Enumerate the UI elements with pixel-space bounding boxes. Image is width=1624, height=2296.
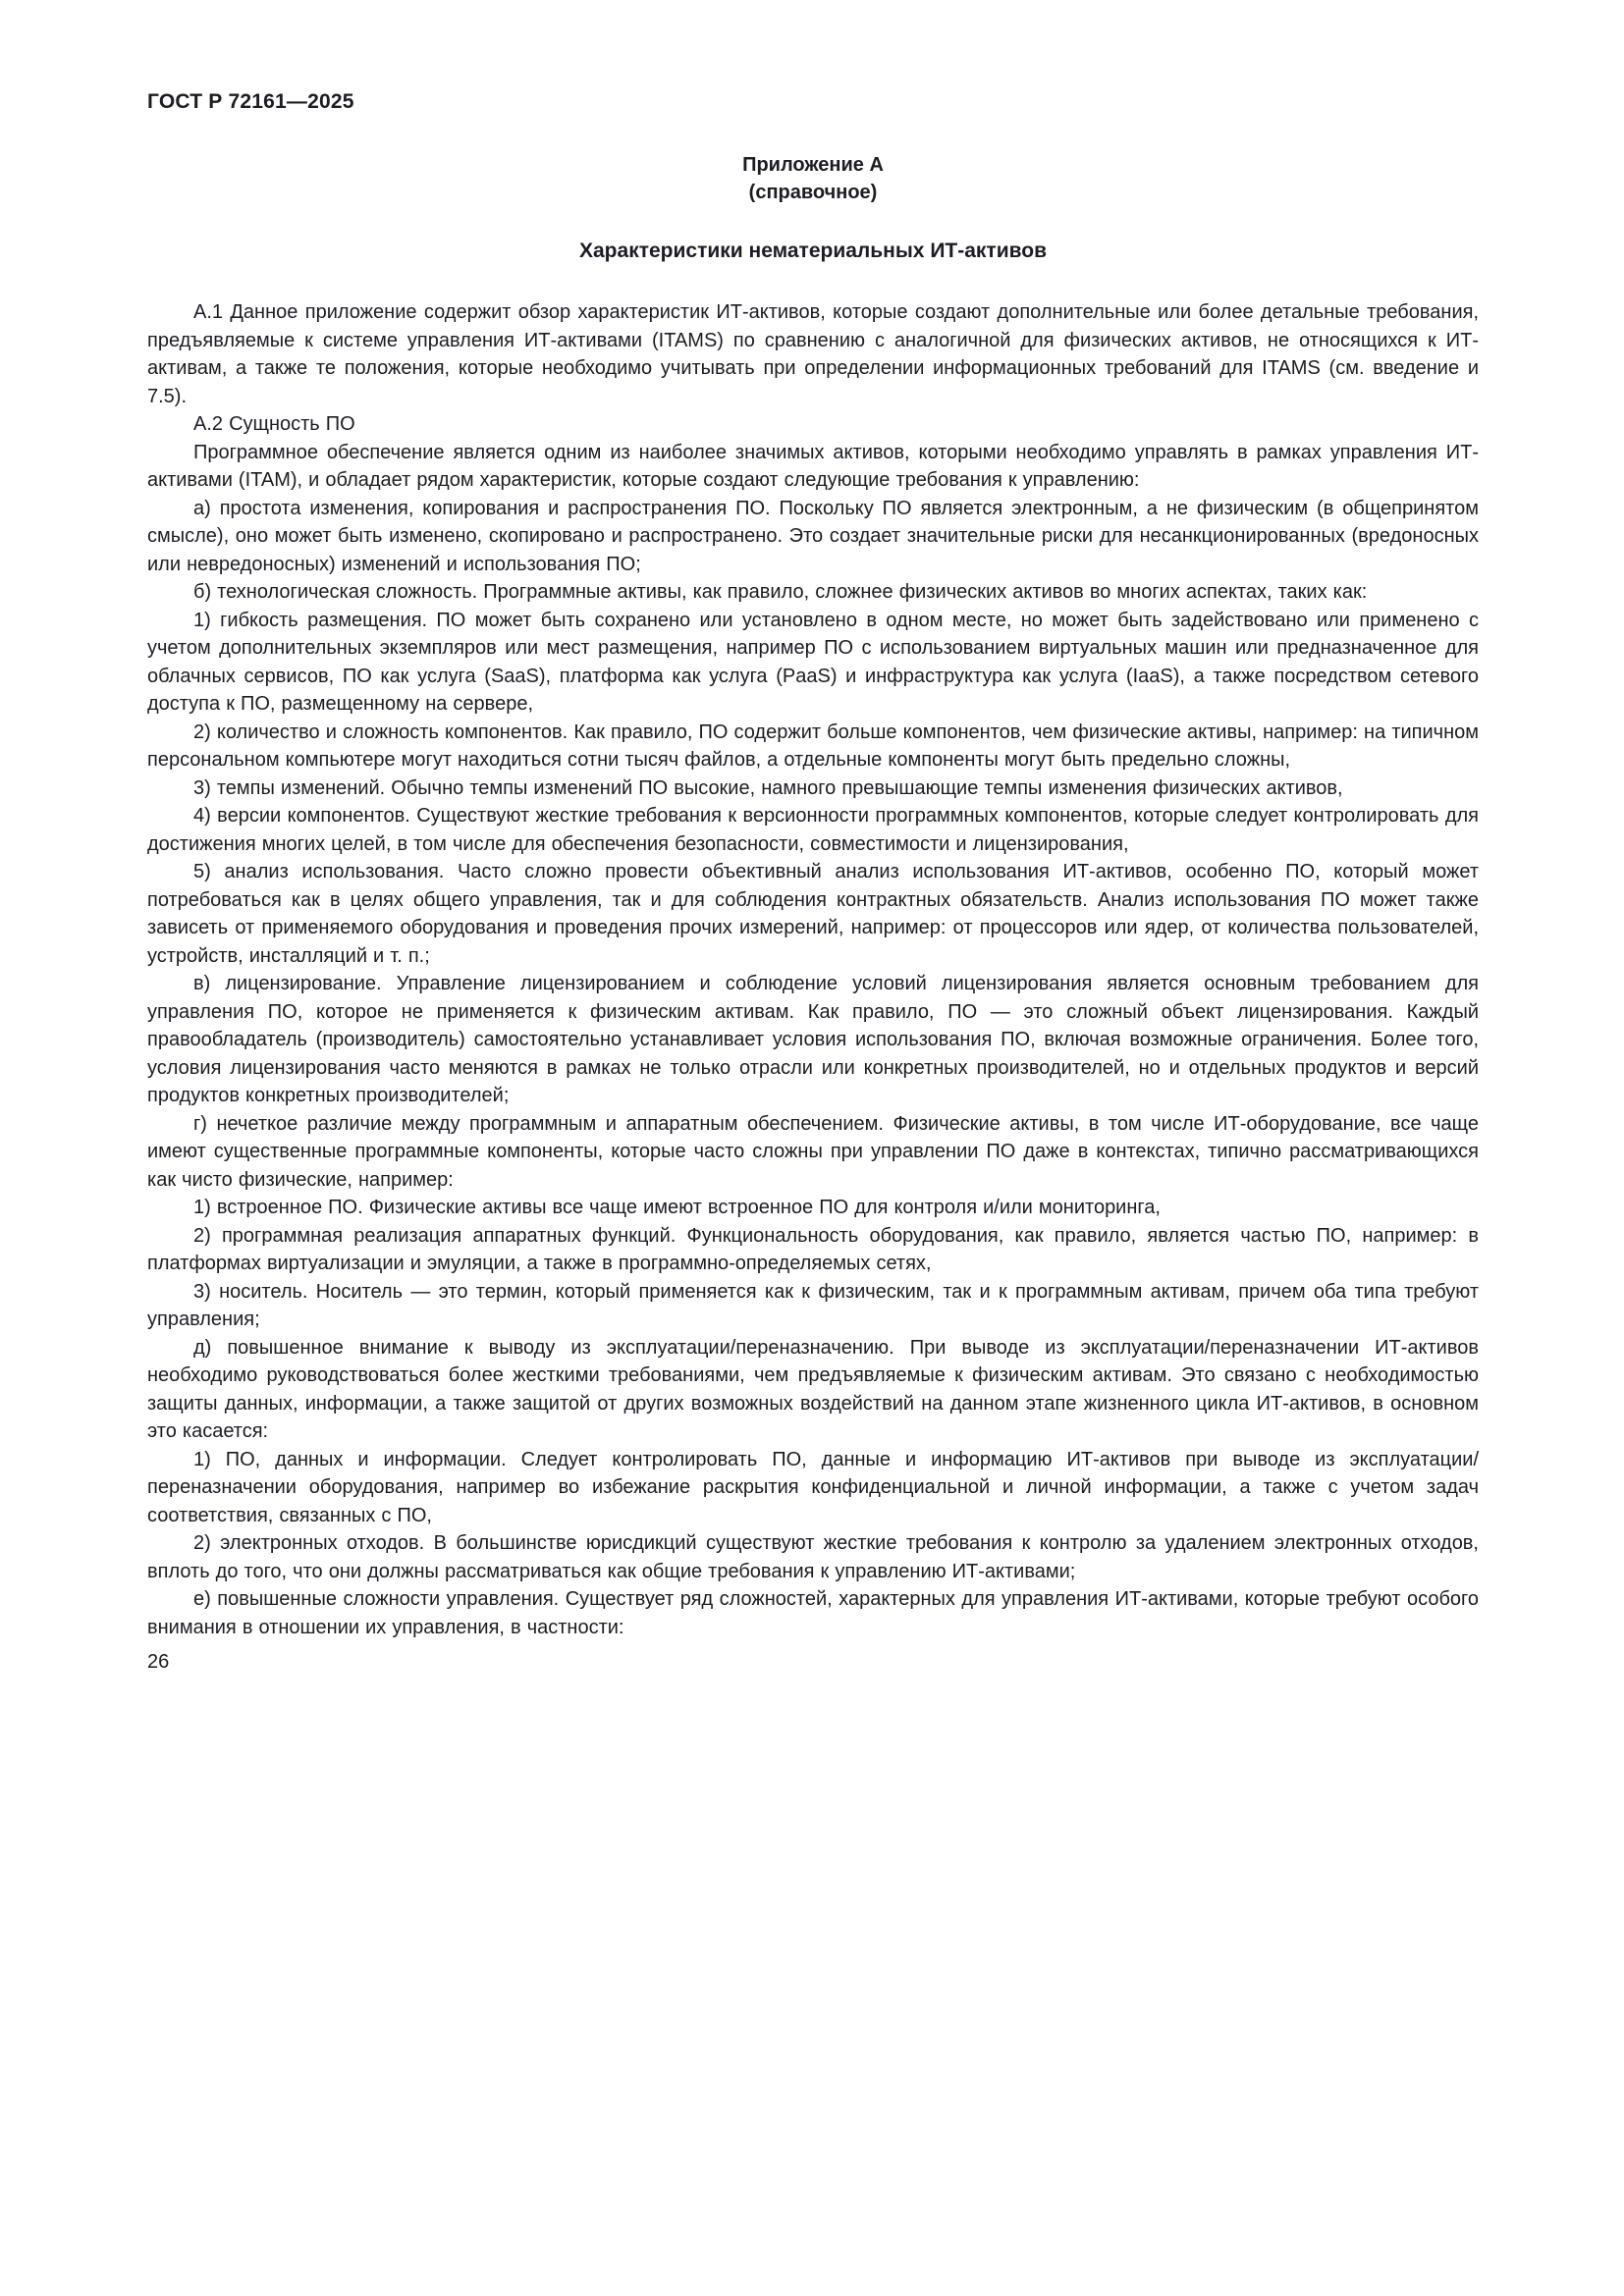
paragraph-item-g1: 1) встроенное ПО. Физические активы все чаще имеют встроенное ПО для контроля и/или мониторинга,: [193, 1197, 1161, 1218]
paragraph-item-d2: 2) электронных отходов. В большинстве юрисдикций существуют жесткие требования к контролю за удалением электронных отходов, вплоть до того, что они должны рассматриваться как общие требования к управлению ИТ-активами;: [147, 1532, 1479, 1582]
paragraph-item-b: б) технологическая сложность. Программные активы, как правило, сложнее физических активов во многих аспектах, таких как:: [193, 581, 1368, 603]
paragraph-item-b4: 4) версии компонентов. Существуют жесткие требования к версионности программных компонентов, которые следует контролировать для достижения многих целей, в том числе для обеспечения безопасности, совместимости и лицензирования,: [147, 805, 1479, 855]
paragraph-item-d: д) повышенное внимание к выводу из эксплуатации/переназначению. При выводе из эксплуатации/переназначении ИТ-активов необходимо руководствоваться более жесткими требованиями, чем предъявляемые к физическим активам. Это связано с необходимостью защиты данных, информации, а также защитой от других возможных воздействий на данном этапе жизненного цикла ИТ-активов, в основном это касается:: [147, 1336, 1479, 1442]
paragraph-item-g3: 3) носитель. Носитель — это термин, который применяется как к физическим, так и к программным активам, причем оба типа требуют управления;: [147, 1280, 1479, 1330]
paragraph-item-b1: 1) гибкость размещения. ПО может быть сохранено или установлено в одном месте, но может быть задействовано или применено с учетом дополнительных экземпляров или мест размещения, например ПО с использованием виртуальных машин или предназначенное для облачных сервисов, ПО как услуга (SaaS), платформа как услуга (PaaS) и инфраструктура как услуга (IaaS), а также посредством сетевого доступа к ПО, размещенному на сервере,: [147, 609, 1480, 715]
paragraph-item-a: а) простота изменения, копирования и распространения ПО. Поскольку ПО является электронным, а не физическим (в общепринятом смысле), оно может быть изменено, скопировано и распространено. Это создает значительные риски для несанкционированных (вредоносных или невредоносных) изменений и использования ПО;: [147, 497, 1479, 575]
paragraph-item-b2: 2) количество и сложность компонентов. Как правило, ПО содержит больше компонентов, чем физические активы, например: на типичном персональном компьютере могут находиться сотни тысяч файлов, а отдельные компоненты могут быть предельно сложны,: [147, 721, 1479, 771]
page-number: 26: [147, 1651, 170, 1673]
appendix-heading: [147, 151, 1479, 206]
paragraph-item-g: г) нечеткое различие между программным и аппаратным обеспечением. Физические активы, в том числе ИТ-оборудование, все чаще имеют существенные программные компоненты, которые часто сложны при управлении ПО даже в контекстах, типично рассматривающихся как чисто физические, например:: [147, 1112, 1479, 1191]
appendix-type: (справочное): [748, 182, 878, 203]
paragraph-item-e: е) повышенные сложности управления. Существует ряд сложностей, характерных для управления ИТ-активами, которые требуют особого внимания в отношении их управления, в частности:: [147, 1588, 1479, 1638]
paragraph-a2-heading: А.2 Сущность ПО: [193, 413, 355, 435]
paragraph-item-d1: 1) ПО, данных и информации. Следует контролировать ПО, данные и информацию ИТ-активов при выводе из эксплуатации/переназначении оборудования, например во избежание раскрытия конфиденциальной и личной информации, а также с учетом задач соответствия, связанных с ПО,: [147, 1448, 1479, 1526]
paragraph-item-b3: 3) темпы изменений. Обычно темпы изменений ПО высокие, намного превышающие темпы изменения физических активов,: [193, 776, 1343, 799]
appendix-label: Приложение А: [742, 154, 884, 176]
appendix-title: Характеристики нематериальных ИТ-активов: [579, 240, 1047, 262]
paragraph-item-g2: 2) программная реализация аппаратных функций. Функциональность оборудования, как правило, является частью ПО, например: в платформах виртуализации и эмуляции, а также в программно-определяемых сетях,: [147, 1224, 1479, 1274]
document-code: ГОСТ Р 72161—2025: [147, 90, 354, 113]
paragraph-a1: А.1 Данное приложение содержит обзор характеристик ИТ-активов, которые создают дополнительные или более детальные требования, предъявляемые к системе управления ИТ-активами (ITAMS) по сравнению с аналогичной для физических активов, не относящихся к ИТ-активам, а также те положения, которые необходимо учитывать при определении информационных требований для ITAMS (см. введение и 7.5).: [147, 301, 1479, 407]
document-body: [147, 298, 1479, 1641]
paragraph-item-v: в) лицензирование. Управление лицензированием и соблюдение условий лицензирования является основным требованием для управления ПО, которое не применяется к физическим активам. Как правило, ПО — это сложный объект лицензирования. Каждый правообладатель (производитель) самостоятельно устанавливает условия использования ПО, включая возможные ограничения. Более того, условия лицензирования часто меняются в рамках не только отрасли или конкретных производителей, но и отдельных продуктов и версий продуктов конкретных производителей;: [147, 973, 1479, 1106]
paragraph-item-b5: 5) анализ использования. Часто сложно провести объективный анализ использования ИТ-активов, особенно ПО, который может потребоваться как в целях общего управления, так и для соблюдения контрактных обязательств. Анализ использования ПО может также зависеть от применяемого оборудования и проведения прочих измерений, например: от процессоров или ядер, от количества пользователей, устройств, инсталляций и т. п.;: [147, 861, 1479, 967]
paragraph-intro: Программное обеспечение является одним из наиболее значимых активов, которыми необходимо управлять в рамках управления ИТ-активами (ITAM), и обладает рядом характеристик, которые создают следующие требования к управлению:: [147, 441, 1479, 491]
